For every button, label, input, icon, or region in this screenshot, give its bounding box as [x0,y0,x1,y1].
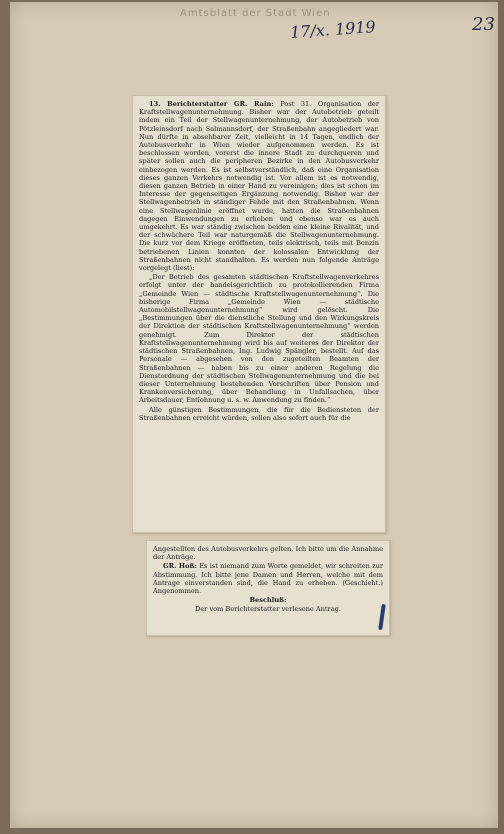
handwritten-date: 17/x. 1919 [289,17,377,42]
speaker-name: GR. Hoß: [163,562,197,571]
motion-paragraph [139,273,379,404]
handwritten-page-number: 23 [472,14,495,35]
publication-stamp: Amtsblatt der Stadt Wien [180,8,331,19]
paragraph-text: Alle günstigen Bestimmungen, die für die Bediensteten der Straßenbahnen erreicht würden, sollen also sofort auch für die [139,405,379,422]
paragraph-text: Post 31. Organisation der Kraftstellwagenunternehmung. Bisher war der Autobetrieb geteilt indem ein Teil der Stellwagenunternehmung, der Autobetrieb von Pötzleinsdorf nach Salmannsdorf, der Straßenbahn angegliedert war. Nun dürfte in absehbarer Zeit, vielleicht in 14 Tagen, endlich der Autobusverkehr in Wien wieder aufgenommen werden. Es ist beschlossen worden, vorerst die innere Stadt zu durchqueren und später sollen auch die peripheren Bezirke in den Autobusverkehr einbezogen werden. Es ist selbstverständlich, daß eine Organisation dieses ganzen Verkehrs notwendig ist. Vor allem ist es notwendig, diesen ganzen Betrieb in einer Hand zu vereinigen; dies ist schon im Interesse der gegenseitigen Ergänzung notwendig. Bisher war der Stellwagenbetrieb in ständiger Fehde mit den Straßenbahnen. Wenn eine Stellwagenlinie eröffnet wurde, hatten die Straßenbahnen dagegen Einwendungen zu erheben und ebenso war es auch umgekehrt. Es war ständig zwischen beiden eine kleine Rivalität, und der schwächere Teil war naturgemäß die Stellwagenunternehmung. Die kurz vor dem Kriege eröffneten, teils elektrisch, teils mit Benzin betriebenen Linien konnten der kolossalen Entwicklung der Straßenbahnen nicht standhalten. Es werden nun folgende Anträge vorgelegt (liest): [139,100,379,273]
newspaper-clipping-continuation [146,540,390,636]
resolution-text: Der vom Berichterstatter verlesene Antrag. [195,605,341,614]
paragraph-text: Es ist niemand zum Worte gemeldet, wir schreiten zur Abstimmung. Ich bitte jene Damen und Herren, welche mit dem Antrage einverstanden sind, die Hand zu erheben. (Geschieht.) Angenommen. [153,562,384,596]
speaker-name: 13. Berichterstatter GR. Rain: [149,100,274,108]
continuation-text: Angestellten des Autobusverkehrs gelten. Ich bitte um die Annahme der Anträge. [153,545,383,562]
newspaper-clipping-main [132,95,386,533]
resolution-heading: Beschluß: [249,596,287,605]
closing-paragraph [139,406,379,422]
vote-paragraph [153,562,383,595]
report-paragraph [139,100,379,272]
paragraph-text: „Der Betrieb des gesamten städtischen Kraftstellwagenverkehres erfolgt unter der handelsgerichtlich zu protokollierenden Firma „Gemeinde Wien — städtische Kraftstellwagenunternehmung“. Die bisherige Firma „Gemeinde Wien — städtische Automobilstellwagenunternehmung“ wird gelöscht. Die „Bestimmungen über die dienstliche Stellung und den Wirkungskreis der Direktion der städtischen Kraftstellwagenunternehmung“ werden genehmigt. Zum Direktor der städtischen Kraftstellwagenunternehmung wird bis auf weiteres der Direktor der städtischen Straßenbahnen, Ing. Ludwig Spängler, bestellt. Auf das Personale — abgesehen von den zugeteilten Beamten der Straßenbahnen — haben bis zu einer anderen Regelung die Dienstordnung der städtischen Stellwagenunternehmung und die bei dieser Unternehmung bestehenden Vorschriften über Pension und Krankenversicherung, über Behandlung in Unfallsachen, über Arbeitsdauer, Entlohnung u. s. w. Anwendung zu finden.“ [139,273,379,405]
